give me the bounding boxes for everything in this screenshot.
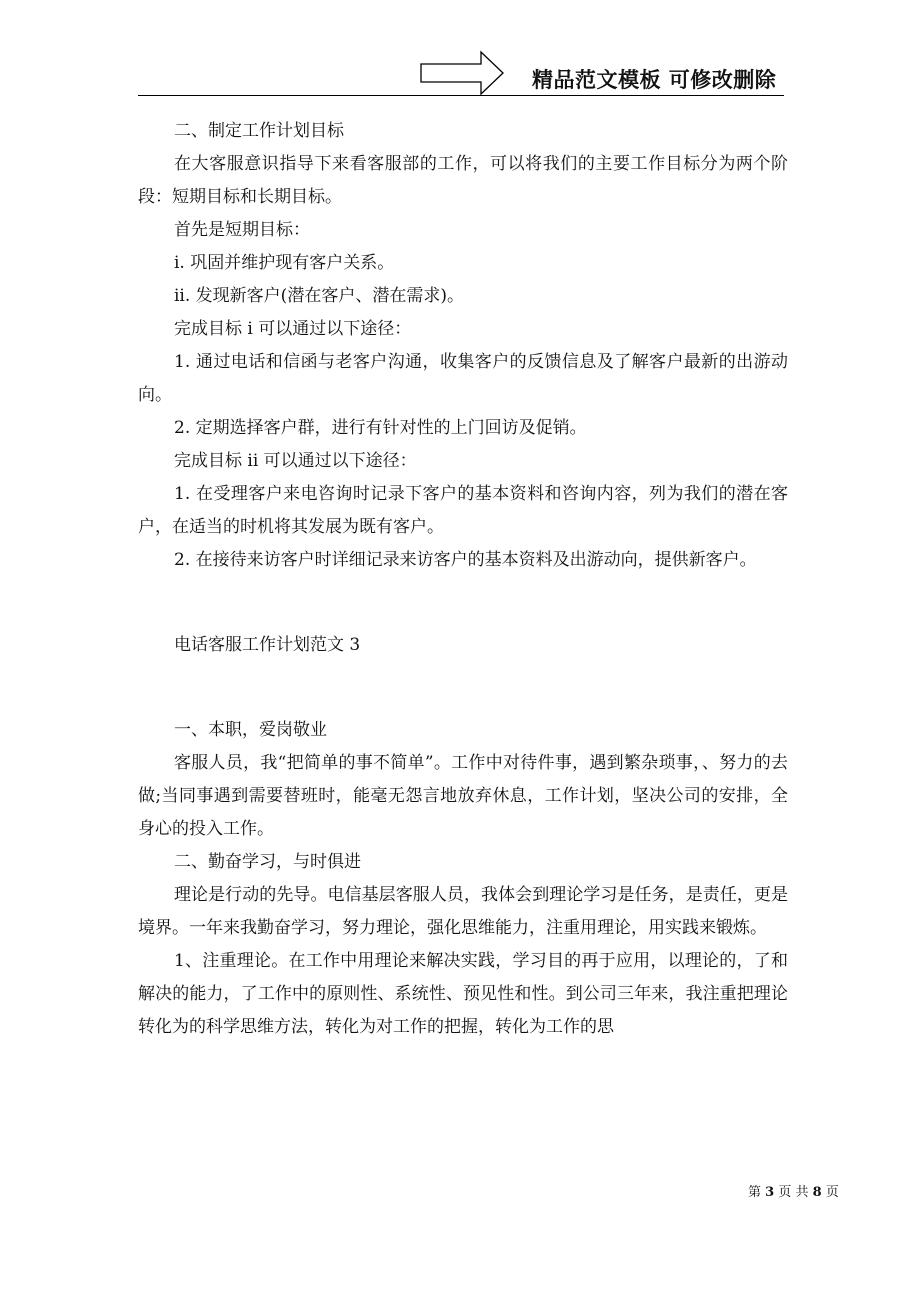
page-header	[0, 0, 920, 100]
paragraph: 客服人员，我“把简单的事不简单”。工作中对待件事，遇到繁杂琐事，、努力的去做;当同事遇到需要替班时，能毫无怨言地放弃休息，工作计划，坚决公司的安排，全身心的投入工作。	[138, 753, 788, 839]
right-arrow-icon	[419, 50, 505, 96]
page-footer	[748, 1181, 839, 1200]
document-body	[138, 115, 788, 1044]
paragraph: 1、注重理论。在工作中用理论来解决实践，学习目的再于应用，以理论的，了和解决的能力，了工作中的原则性、系统性、预见性和性。到公司三年来，我注重把理论转化为的科学思维方法，转化为对工作的把握，转化为工作的思	[138, 951, 788, 1037]
footer-suffix: 页	[825, 1185, 839, 1200]
paragraph: 在大客服意识指导下来看客服部的工作，可以将我们的主要工作目标分为两个阶段：短期目标和长期目标。	[138, 154, 788, 207]
list-item: 2. 在接待来访客户时详细记录来访客户的基本资料及出游动向，提供新客户。	[174, 550, 757, 570]
spacer	[138, 577, 788, 629]
footer-middle: 页 共	[778, 1185, 809, 1200]
current-page-number: 3	[765, 1185, 775, 1200]
list-item: 1. 在受理客户来电咨询时记录下客户的基本资料和咨询内容，列为我们的潜在客户，在适当的时机将其发展为既有客户。	[138, 484, 788, 537]
section-heading: 二、制定工作计划目标	[174, 121, 344, 141]
header-divider	[138, 95, 784, 96]
article-title: 电话客服工作计划范文 3	[174, 635, 361, 655]
paragraph: 首先是短期目标：	[174, 220, 310, 240]
footer-prefix: 第	[748, 1185, 762, 1200]
section-heading: 一、本职，爱岗敬业	[174, 720, 327, 740]
header-title: 精品范文模板 可修改删除	[532, 68, 777, 92]
spacer	[138, 662, 788, 714]
total-pages-number: 8	[812, 1185, 822, 1200]
list-item: 2. 定期选择客户群，进行有针对性的上门回访及促销。	[174, 418, 587, 438]
section-heading: 二、勤奋学习，与时俱进	[174, 852, 361, 872]
paragraph: 完成目标 ii 可以通过以下途径：	[174, 451, 417, 471]
list-item: ii. 发现新客户(潜在客户、潜在需求)。	[174, 286, 464, 306]
list-item: i. 巩固并维护现有客户关系。	[174, 253, 395, 273]
paragraph: 理论是行动的先导。电信基层客服人员，我体会到理论学习是任务，是责任，更是境界。一年来我勤奋学习，努力理论，强化思维能力，注重用理论，用实践来锻炼。	[138, 885, 788, 938]
paragraph: 完成目标 i 可以通过以下途径：	[174, 319, 412, 339]
list-item: 1. 通过电话和信函与老客户沟通，收集客户的反馈信息及了解客户最新的出游动向。	[138, 352, 788, 405]
